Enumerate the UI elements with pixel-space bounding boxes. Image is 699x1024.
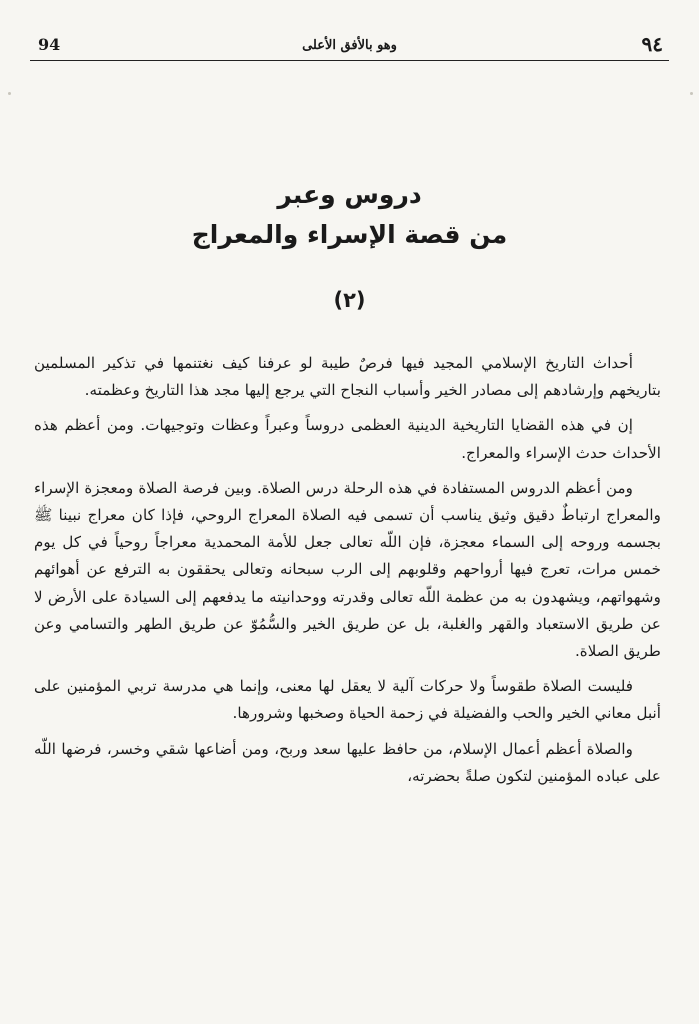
paragraph-4: فليست الصلاة طقوساً ولا حركات آلية لا يعقل لها معنى، وإنما هي مدرسة تربي المؤمنين على أنبل معاني الخير والحب والفضيلة في زحمة الحياة وصخبها وشرورها. xyxy=(34,677,661,723)
scan-speck xyxy=(8,92,11,95)
page-header xyxy=(30,30,669,61)
chapter-title xyxy=(40,175,659,255)
paragraph-2: إن في هذه القضايا التاريخية الدينية العظمى دروساً وعبراً وعظات وتوجيهات. ومن أعظم هذه الأحداث حدث الإسراء والمعراج. xyxy=(34,416,661,462)
page-number-arabic: ٩٤ xyxy=(641,32,663,56)
running-title: وهو بالأفق الأعلى xyxy=(302,38,397,53)
section-number: (٢) xyxy=(333,288,366,312)
chapter-title-line-1: دروس وعبر xyxy=(277,180,422,209)
chapter-title-line-2: من قصة الإسراء والمعراج xyxy=(191,220,508,249)
scan-speck xyxy=(690,92,693,95)
paragraph-3: ومن أعظم الدروس المستفادة في هذه الرحلة درس الصلاة. وبين فرصة الصلاة ومعجزة الإسراء والمعراج ارتباطٌ دقيق وثيق يناسب أن تسمى فيه الصلاة المعراج الروحي، فإذا كان معراج نبينا ﷺ بجسمه وروحه إلى السماء معجزة، فإن اللّه تعالى جعل للأمة المحمدية معراجاً روحياً في كل يوم خمس مرات، تعرج فيها أرواحهم وقلوبهم إلى الرب سبحانه وتعالى يحققون به الترفع عن أهوائهم وشهواتهم، ويشهدون به من عظمة اللّه تعالى وقدرته ووحدانيته ما يدفعهم إلى السيادة على الأرض لا عن طريق الاستعباد والقهر والغلبة، بل عن طريق الخير والسُّمُوّ عن طريق الطهر والتسامي وعن طريق الصلاة. xyxy=(34,478,661,661)
paragraph-5: والصلاة أعظم أعمال الإسلام، من حافظ عليها سعد وربح، ومن أضاعها شقي وخسر، فرضها اللّه على عباده المؤمنين لتكون صلةً بحضرته، xyxy=(34,739,661,785)
paragraph-1: أحداث التاريخ الإسلامي المجيد فيها فرصٌ طيبة لو عرفنا كيف نغتنمها في تذكير المسلمين بتاريخهم وإرشادهم إلى مصادر الخير وأسباب النجاح التي يرجع إليها مجد هذا التاريخ وعظمته. xyxy=(34,354,661,400)
body-text xyxy=(34,350,661,798)
page-number-latin: 94 xyxy=(38,35,61,54)
